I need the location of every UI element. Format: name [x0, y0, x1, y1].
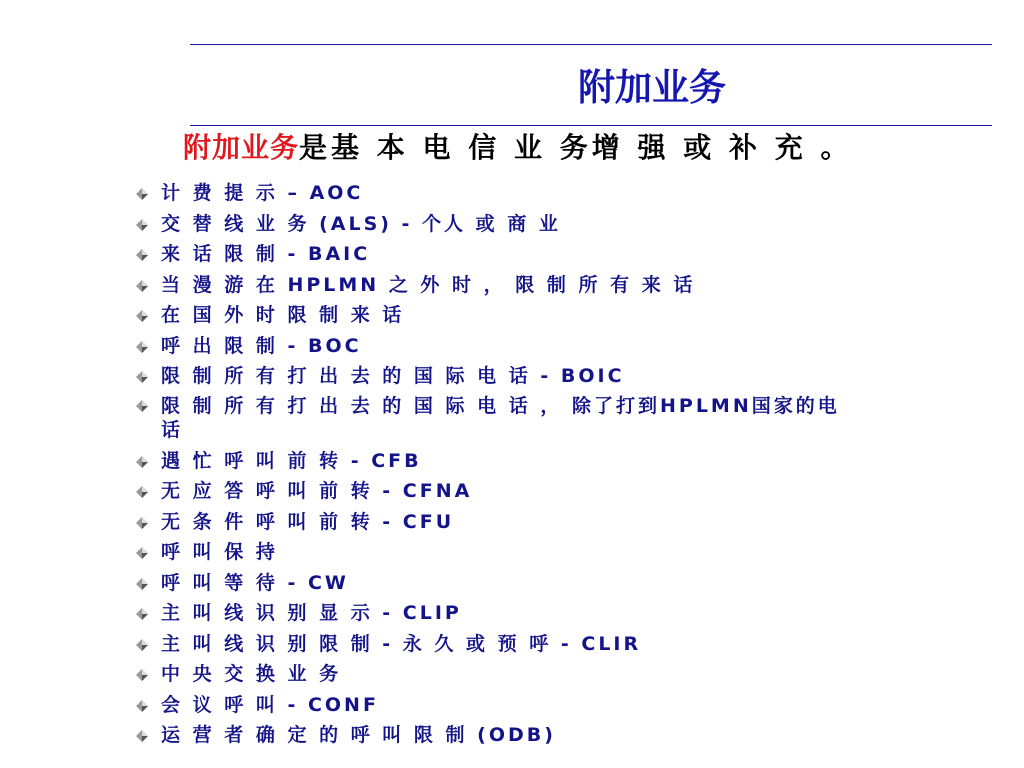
diamond-bullet-icon [136, 700, 148, 712]
list-item-text: 主 叫 线 识 别 显 示 - CLIP [161, 602, 462, 624]
diamond-bullet-icon [136, 639, 148, 651]
list-item [136, 537, 856, 568]
list-item [136, 270, 856, 301]
list-item-text: 无 应 答 呼 叫 前 转 - CFNA [161, 480, 473, 502]
list-item-text: 呼 叫 保 持 [161, 541, 278, 563]
title-underline [190, 125, 992, 126]
diamond-bullet-icon [136, 280, 148, 292]
list-item-text: 呼 叫 等 待 - CW [161, 571, 349, 594]
list-item-text: 交 替 线 业 务 (ALS) - 个人 或 商 业 [161, 212, 561, 235]
list-item [136, 209, 856, 240]
list-item [136, 507, 856, 538]
slide-title: 附加业务 [578, 66, 726, 109]
list-item [136, 690, 856, 721]
diamond-bullet-icon [136, 547, 148, 559]
list-item [136, 239, 856, 270]
list-item [136, 659, 856, 690]
list-item-text: 呼 出 限 制 - BOC [161, 334, 362, 357]
list-item-text: 无 条 件 呼 叫 前 转 - CFU [161, 510, 455, 533]
diamond-bullet-icon [136, 341, 148, 353]
list-item [136, 331, 856, 362]
diamond-bullet-icon [136, 486, 148, 498]
list-item [136, 300, 856, 331]
top-divider [190, 44, 992, 45]
list-item [136, 629, 856, 660]
diamond-bullet-icon [136, 188, 148, 200]
list-item [136, 720, 856, 751]
diamond-bullet-icon [136, 578, 148, 590]
list-item [136, 178, 856, 209]
diamond-bullet-icon [136, 249, 148, 261]
diamond-bullet-icon [136, 310, 148, 322]
list-item-text: 中 央 交 换 业 务 [161, 663, 342, 685]
diamond-bullet-icon [136, 730, 148, 742]
list-item [136, 361, 856, 392]
list-item-text: 来 话 限 制 - BAIC [161, 243, 371, 265]
list-item [136, 598, 856, 629]
diamond-bullet-icon [136, 219, 148, 231]
subtitle-text: 是基 本 电 信 业 务增 强 或 补 充 。 [299, 131, 853, 164]
list-item-text: 当 漫 游 在 HPLMN 之 外 时 ， 限 制 所 有 来 话 [161, 273, 696, 296]
diamond-bullet-icon [136, 517, 148, 529]
subtitle-highlight: 附加业务 [183, 131, 300, 164]
list-item-text: 遇 忙 呼 叫 前 转 - CFB [161, 449, 422, 472]
diamond-bullet-icon [136, 456, 148, 468]
list-item [136, 476, 856, 507]
list-item-text: 计 费 提 示 – AOC [161, 182, 364, 204]
list-item-text: 主 叫 线 识 别 限 制 - 永 久 或 预 呼 - CLIR [161, 632, 642, 655]
list-item-text: 会 议 呼 叫 - CONF [161, 693, 379, 716]
list-item-text: 限 制 所 有 打 出 去 的 国 际 电 话 - BOIC [161, 365, 625, 387]
list-item-text: 运 营 者 确 定 的 呼 叫 限 制 (ODB) [161, 724, 556, 746]
list-item [136, 568, 856, 599]
service-list [136, 178, 856, 751]
diamond-bullet-icon [136, 371, 148, 383]
diamond-bullet-icon [136, 608, 148, 620]
diamond-bullet-icon [136, 669, 148, 681]
diamond-bullet-icon [136, 400, 148, 412]
list-item-text: 在 国 外 时 限 制 来 话 [161, 304, 405, 326]
list-item [136, 392, 851, 446]
list-item [136, 446, 856, 477]
slide-subtitle [183, 128, 853, 168]
list-item-text: 限 制 所 有 打 出 去 的 国 际 电 话 ， 除了打到HPLMN国家的电话 [161, 394, 840, 441]
